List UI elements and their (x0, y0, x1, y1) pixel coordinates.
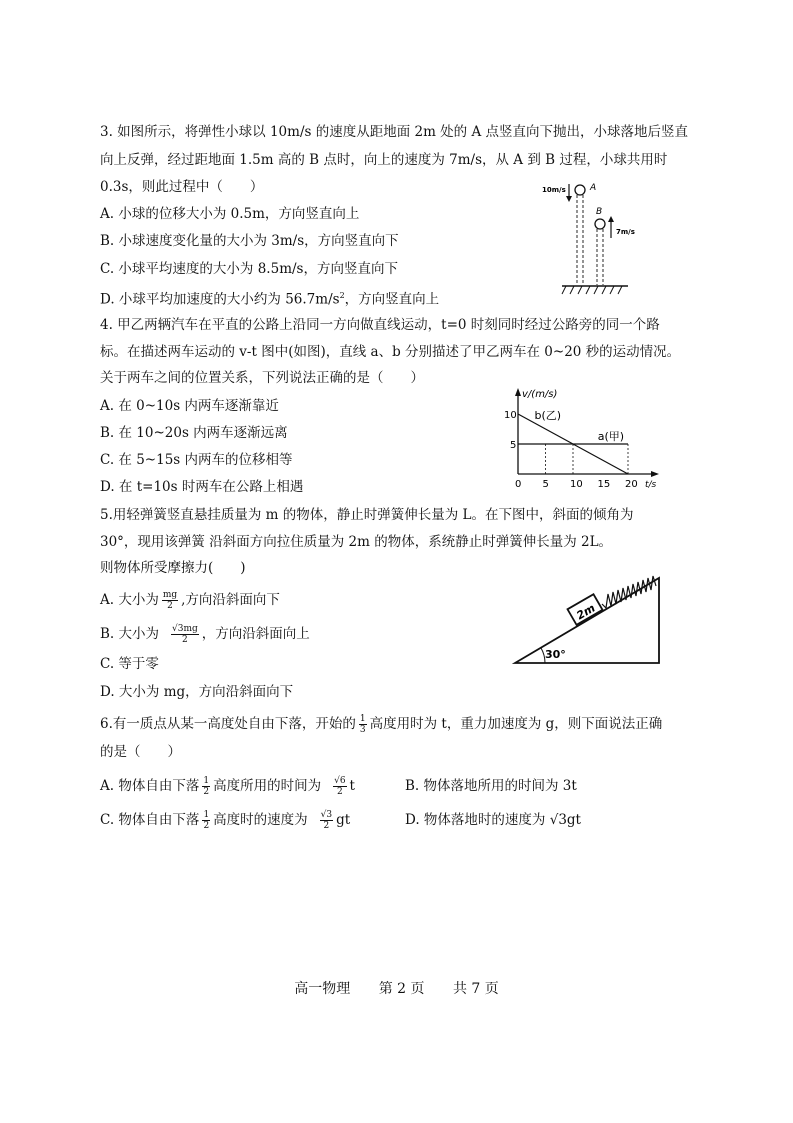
q6-option-a-den2: 2 (336, 787, 343, 797)
q3-option-c: C. 小球平均速度的大小为 8.5m/s，方向竖直向下 (100, 261, 398, 277)
footer-subject: 高一物理 (294, 981, 351, 997)
x-axis-label: t/s (645, 480, 657, 490)
q4-option-d: D. 在 t=10s 时两车在公路上相遇 (100, 479, 304, 495)
ball-b (595, 219, 605, 229)
q6-option-c-label: C. 物体自由下落 (100, 812, 200, 828)
q5-option-a-fraction (162, 590, 178, 611)
q3-line1: 3. 如图所示，将弹性小球以 10m/s 的速度从距地面 2m 处的 A 点竖直向下抛出，小球落地后竖直 (100, 124, 689, 140)
page-footer (0, 978, 793, 998)
spring (602, 576, 656, 608)
x-tick-5: 5 (542, 479, 549, 490)
q6-option-a-num1: 1 (203, 776, 210, 786)
q6-option-d: D. 物体落地时的速度为 √3gt (405, 812, 581, 828)
q6-option-a-label: A. 物体自由下落 (100, 778, 200, 794)
q6-option-c-den1: 2 (203, 821, 210, 831)
q3-line3: 0.3s，则此过程中（ ） (100, 179, 264, 195)
angle-label: 30° (545, 648, 566, 661)
q5-line2: 30°，现用该弹簧 沿斜面方向拉住质量为 2m 的物体，系统静止时弹簧伸长量为 2L。 (100, 534, 613, 550)
y-tick-10: 10 (504, 410, 517, 421)
footer-total: 共 7 页 (452, 981, 499, 997)
q3-option-b: B. 小球速度变化量的大小为 3m/s，方向竖直向下 (100, 233, 399, 249)
q3-option-a: A. 小球的位移大小为 0.5m，方向竖直向上 (100, 206, 360, 222)
q6-option-a-frac1 (202, 776, 210, 797)
q5-incline-figure (512, 562, 667, 668)
q6-option-a-frac2 (333, 776, 346, 797)
x-tick-0: 0 (515, 479, 522, 490)
q5-option-b-direction: ，方向沿斜面向上 (201, 626, 310, 642)
q6-line1-text: 6.有一质点从某一高度处自由下落，开始的 (100, 716, 356, 732)
q3-option-d (100, 286, 439, 310)
q4-line1: 4. 甲乙两辆汽车在平直的公路上沿同一方向做直线运动，t=0 时刻同时经过公路旁的同一个路 (100, 317, 660, 333)
q5-option-a-den: 2 (167, 601, 173, 611)
footer-page: 第 2 页 (378, 981, 425, 997)
q5-option-d: D. 大小为 mg，方向沿斜面向下 (100, 684, 294, 700)
q4-line2: 标。在描述两车运动的 v-t 图中(如图)，直线 a、b 分别描述了甲乙两车在 0~20 秒的运动情况。 (100, 344, 681, 360)
q3-option-d-direction: ，方向竖直向上 (344, 291, 440, 308)
q3-fig-label-a: A (590, 183, 597, 193)
y-axis-label: v/(m/s) (522, 389, 558, 400)
q6-option-a-num2: √6 (334, 776, 346, 786)
q6-option-b: B. 物体落地所用的时间为 3t (405, 778, 577, 794)
q4-vt-chart (498, 384, 668, 494)
q6-option-a (100, 776, 355, 797)
q5-option-a-num: mg (162, 590, 178, 600)
q6-line1-rest: 高度用时为 t，重力加速度为 g，则下面说法正确 (369, 716, 663, 732)
q6-line1-num: 1 (359, 714, 366, 724)
q5-option-b (100, 624, 310, 645)
q5-option-a-direction: ,方向沿斜面向下 (181, 592, 280, 608)
ball-a (575, 185, 585, 195)
incline (515, 578, 659, 663)
q6-option-a-mid: 高度所用的时间为 (213, 778, 322, 794)
q3-fig-vb: 7m/s (616, 228, 635, 236)
q5-line3: 则物体所受摩擦力( ) (100, 560, 246, 576)
q6-option-c-frac1 (202, 810, 210, 831)
x-tick-20: 20 (625, 479, 638, 490)
q6-option-a-unit: t (349, 778, 355, 794)
q4-option-a: A. 在 0~10s 内两车逐渐靠近 (100, 398, 279, 414)
q5-option-b-fraction (171, 624, 199, 645)
q6-option-c-unit: gt (336, 812, 351, 828)
series-label-a: a(甲) (597, 430, 625, 443)
q6-option-c-num1: 1 (203, 810, 210, 820)
q3-fig-label-b: B (596, 207, 603, 217)
q5-line1: 5.用轻弹簧竖直悬挂质量为 m 的物体，静止时弹簧伸长量为 L。在下图中，斜面的倾角为 (100, 507, 634, 523)
q6-line1 (100, 714, 662, 735)
q6-line1-fraction (359, 714, 367, 735)
q5-option-b-den: 2 (182, 635, 188, 645)
x-tick-10: 10 (570, 479, 583, 490)
q6-option-a-den1: 2 (203, 787, 210, 797)
q6-option-c-den2: 2 (323, 821, 330, 831)
q3-option-d-text: D. 小球平均加速度的大小约为 56.7m/s (100, 291, 340, 308)
q6-line2: 的是（ ） (100, 744, 181, 760)
q4-option-c: C. 在 5~15s 内两车的位移相等 (100, 452, 293, 468)
q6-option-c-num2: √3 (320, 810, 333, 820)
q5-option-a-label: A. 大小为 (100, 592, 159, 608)
q5-option-a (100, 590, 280, 611)
series-label-b: b(乙) (534, 409, 562, 422)
q3-ball-figure (540, 178, 640, 306)
q6-option-c-frac2 (320, 810, 333, 831)
q4-line3: 关于两车之间的位置关系，下列说法正确的是（ ） (100, 370, 424, 386)
q6-option-c (100, 810, 350, 831)
q3-fig-va: 10m/s (542, 186, 566, 194)
x-tick-15: 15 (597, 479, 611, 490)
q3-line2: 向上反弹，经过距地面 1.5m 高的 B 点时，向上的速度为 7m/s，从 A 到 B 过程，小球共用时 (100, 152, 668, 168)
block-label: 2m (574, 601, 598, 623)
q3-option-d-exponent: 2 (339, 291, 345, 300)
q5-option-c: C. 等于零 (100, 656, 159, 672)
y-tick-5: 5 (510, 440, 517, 451)
q5-option-b-label: B. 大小为 (100, 626, 160, 642)
q6-line1-den: 3 (359, 725, 366, 735)
q4-option-b: B. 在 10~20s 内两车逐渐远离 (100, 425, 288, 441)
q6-option-c-mid: 高度时的速度为 (213, 812, 308, 828)
q5-option-b-num: √3mg (172, 624, 198, 634)
